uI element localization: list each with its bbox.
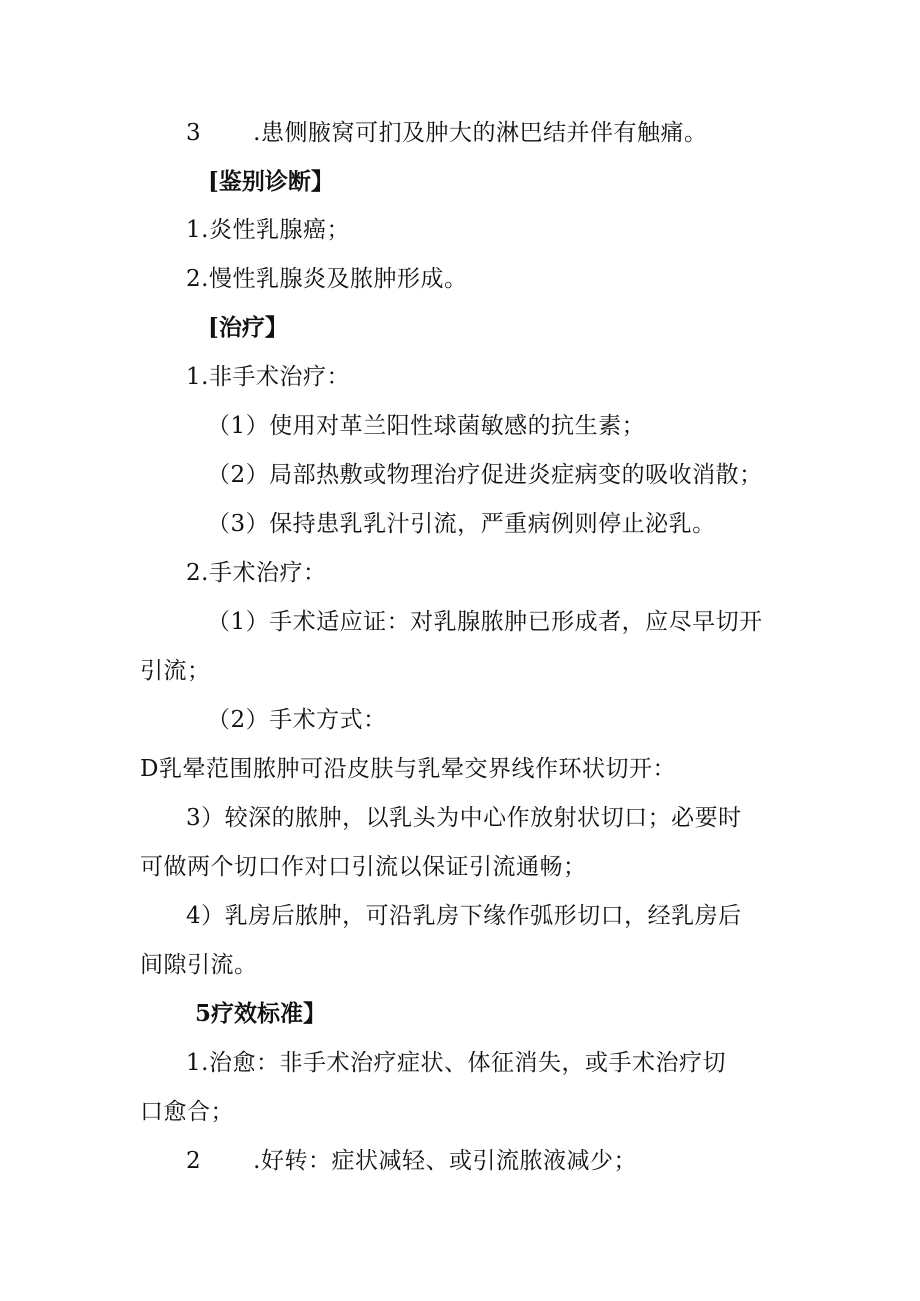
item-number: 3: [186, 120, 202, 146]
heading-differential-diagnosis: [鉴别诊断】: [208, 168, 334, 195]
text-line-method-4-cont: 间隙引流。: [140, 952, 258, 978]
text-line-treat-1-3: （3）保持患乳乳汁引流，严重病例则停止泌乳。: [207, 511, 716, 537]
item-number: 2: [186, 1148, 202, 1174]
item-text: .好转：症状减轻、或引流脓液减少；: [253, 1148, 637, 1174]
text-line-treat-1-2: （2）局部热敷或物理治疗促进炎症病变的吸收消散；: [207, 462, 763, 488]
heading-treatment: [治疗】: [208, 314, 288, 341]
text-line-std-1-cont: 口愈合；: [140, 1099, 234, 1125]
text-line-treat-1-1: （1）使用对革兰阳性球菌敏感的抗生素；: [207, 413, 646, 439]
text-line-treat-1: 1.非手术治疗：: [186, 364, 350, 390]
text-line-diff-1: 1.炎性乳腺癌；: [186, 217, 350, 243]
text-line-symptom-3: [186, 118, 707, 148]
text-line-method-3-cont: 可做两个切口作对口引流以保证引流通畅；: [140, 854, 587, 880]
text-line-treat-2-1: （1）手术适应证：对乳腺脓肿已形成者，应尽早切开: [207, 609, 763, 635]
text-line-treat-2: 2.手术治疗：: [186, 560, 327, 586]
item-text: .患侧腋窝可扪及肿大的淋巴结并伴有触痛。: [253, 120, 708, 146]
text-line-diff-2: 2.慢性乳腺炎及脓肿形成。: [186, 266, 468, 292]
text-line-treat-2-2: （2）手术方式：: [207, 707, 387, 733]
text-line-std-2: [186, 1146, 637, 1176]
heading-efficacy-standard: 5疗效标准】: [195, 1000, 327, 1027]
text-line-std-1: 1.治愈：非手术治疗症状、体征消失，或手术治疗切: [186, 1050, 726, 1076]
text-line-method-d: D乳晕范围脓肿可沿皮肤与乳晕交界线作环状切开：: [140, 756, 676, 782]
text-line-treat-2-1-cont: 引流；: [140, 658, 211, 684]
text-line-method-4: 4）乳房后脓肿，可沿乳房下缘作弧形切口，经乳房后: [186, 903, 742, 929]
text-line-method-3: 3）较深的脓肿，以乳头为中心作放射状切口；必要时: [186, 805, 742, 831]
